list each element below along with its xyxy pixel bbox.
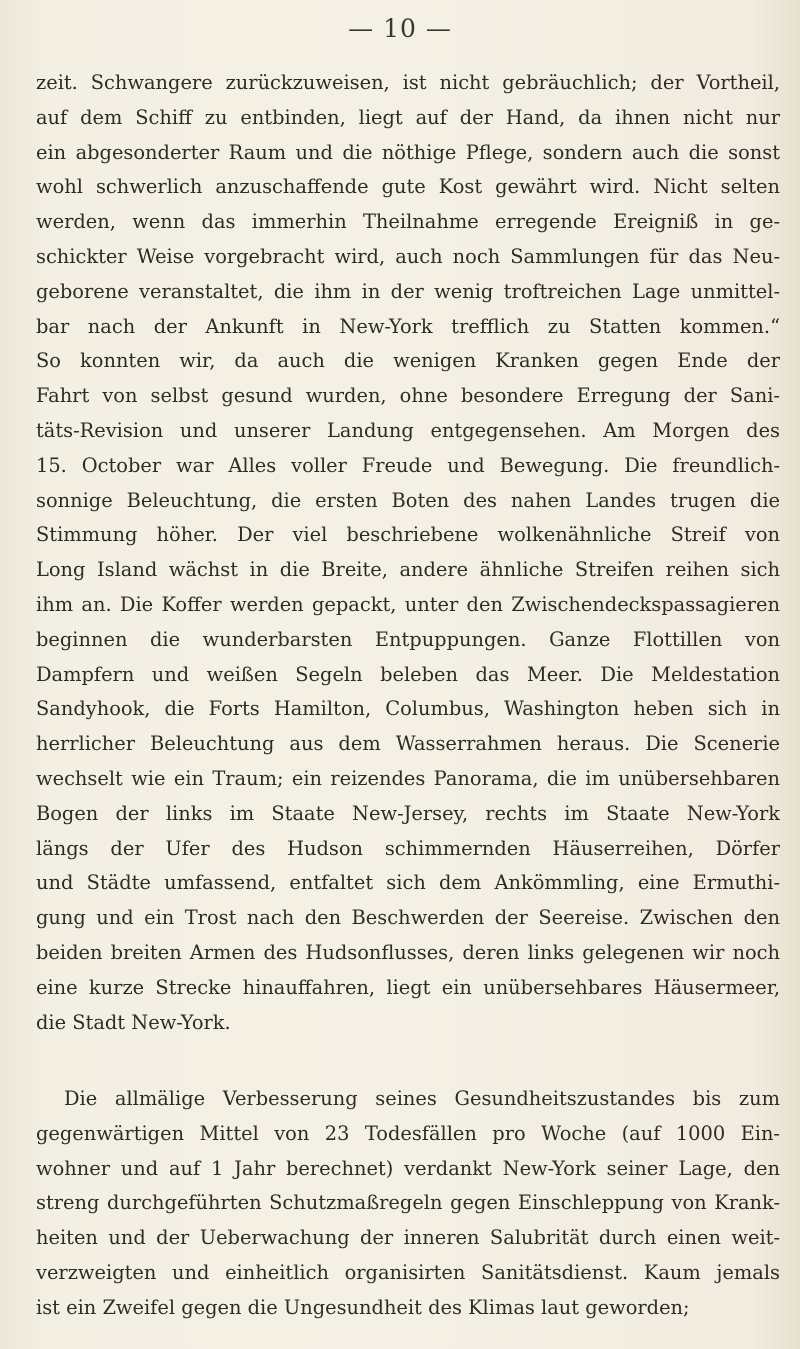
text-line: heiten und der Ueberwachung der inneren Salubrität durch einen weit- xyxy=(36,1226,780,1250)
text-line: auf dem Schiff zu entbinden, liegt auf der Hand, da ihnen nicht nur xyxy=(36,105,780,129)
text-line: ihm an. Die Koffer werden gepackt, unter den Zwischendeckspassagieren xyxy=(36,592,780,616)
text-line: zeit. Schwangere zurückzuweisen, ist nicht gebräuchlich; der Vortheil, xyxy=(36,71,780,94)
text-line: Die allmälige Verbesserung seines Gesundheitszustandes bis zum xyxy=(64,1087,780,1110)
text-line: eine kurze Strecke hinauffahren, liegt ein unübersehbares Häusermeer, xyxy=(36,975,780,999)
text-line: gegenwärtigen Mittel von 23 Todesfällen pro Woche (auf 1000 Ein- xyxy=(36,1121,780,1145)
text-line: und Städte umfassend, entfaltet sich dem Ankömmling, eine Ermuthi- xyxy=(36,871,780,895)
text-line: gung und ein Trost nach den Beschwerden der Seereise. Zwischen den xyxy=(36,906,780,930)
text-line: wohner und auf 1 Jahr berechnet) verdankt New-York seiner Lage, den xyxy=(36,1156,780,1180)
text-line: längs der Ufer des Hudson schimmernden Häuserreihen, Dörfer xyxy=(36,836,780,860)
text-line: wechselt wie ein Traum; ein reizendes Panorama, die im unübersehbaren xyxy=(36,766,780,790)
text-line: 15. October war Alles voller Freude und Bewegung. Die freundlich- xyxy=(36,453,780,477)
text-line: beginnen die wunderbarsten Entpuppungen. Ganze Flottillen von xyxy=(36,627,780,651)
text-line: Fahrt von selbst gesund wurden, ohne besondere Erregung der Sani- xyxy=(36,384,780,408)
text-line: ein abgesonderter Raum und die nöthige Pflege, sondern auch die sonst xyxy=(36,140,780,164)
text-line: schickter Weise vorgebracht wird, auch noch Sammlungen für das Neu- xyxy=(36,244,780,268)
text-line: wohl schwerlich anzuschaffende gute Kost gewährt wird. Nicht selten xyxy=(36,175,780,199)
text-line: bar nach der Ankunft in New-York trefflich zu Statten kommen.“ xyxy=(36,314,780,338)
page-number: — 10 — xyxy=(348,14,452,43)
text-line: verzweigten und einheitlich organisirten Sanitätsdienst. Kaum jemals xyxy=(36,1260,780,1284)
text-line: ist ein Zweifel gegen die Ungesundheit des Klimas laut geworden; xyxy=(36,1295,690,1319)
text-line: sonnige Beleuchtung, die ersten Boten des nahen Landes trugen die xyxy=(36,488,780,512)
paragraph-2 xyxy=(36,1082,780,1326)
text-line: Sandyhook, die Forts Hamilton, Columbus, Washington heben sich in xyxy=(36,697,780,721)
text-line: täts-Revision und unserer Landung entgegensehen. Am Morgen des xyxy=(36,418,780,442)
text-line: beiden breiten Armen des Hudsonflusses, deren links gelegenen wir noch xyxy=(36,940,780,964)
text-line: Dampfern und weißen Segeln beleben das Meer. Die Meldestation xyxy=(36,662,780,686)
text-line: Long Island wächst in die Breite, andere ähnliche Streifen reihen sich xyxy=(36,558,780,582)
text-line: geborene veranstaltet, die ihm in der wenig troftreichen Lage unmittel- xyxy=(36,279,780,303)
text-line: streng durchgeführten Schutzmaßregeln gegen Einschleppung von Krank- xyxy=(36,1191,780,1215)
text-line: So konnten wir, da auch die wenigen Kranken gegen Ende der xyxy=(36,349,780,373)
text-line: herrlicher Beleuchtung aus dem Wasserrahmen heraus. Die Scenerie xyxy=(36,732,780,756)
text-line: Bogen der links im Staate New-Jersey, rechts im Staate New-York xyxy=(36,801,780,825)
paragraph-1 xyxy=(36,66,780,1040)
text-line: die Stadt New-York. xyxy=(36,1010,231,1034)
text-line: Stimmung höher. Der viel beschriebene wolkenähnliche Streif von xyxy=(36,523,780,547)
text-line: werden, wenn das immerhin Theilnahme erregende Ereigniß in ge- xyxy=(36,210,780,234)
